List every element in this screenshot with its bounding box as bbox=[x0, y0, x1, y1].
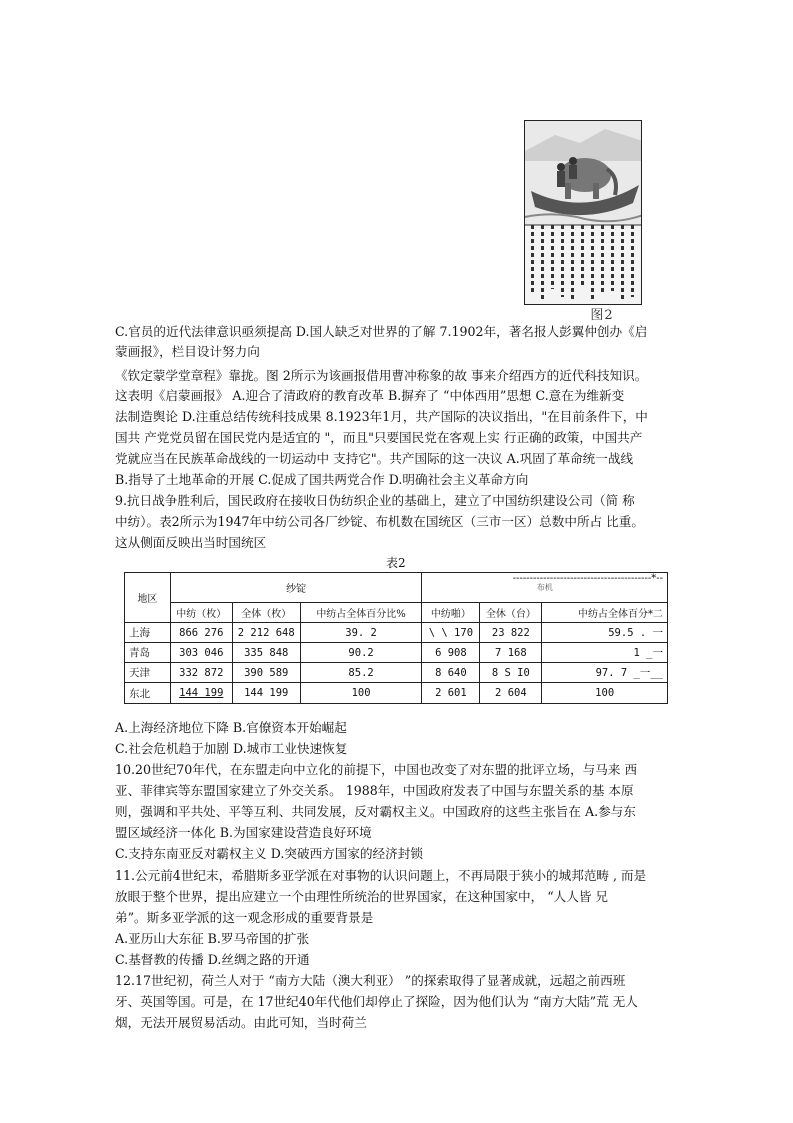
table-cell: 8 640 bbox=[422, 663, 480, 683]
table-cell: 青岛 bbox=[125, 643, 171, 663]
text-line: 12.17世纪初，荷兰人对于 “南方大陆（澳大利亚） ”的探索取得了显著成就，远超之前西班 bbox=[115, 973, 626, 988]
table-cell: 39. 2 bbox=[300, 623, 422, 643]
text-line: 蒙画报》，栏目设计努力向 bbox=[115, 344, 260, 359]
table-cell: 144 199 bbox=[232, 683, 300, 704]
table-cell: 85.2 bbox=[300, 663, 422, 683]
table-cell: 2 604 bbox=[480, 683, 542, 704]
text-line: C.社会危机趋于加剧 D.城市工业快速恢复 bbox=[115, 741, 348, 756]
text-line: 11.公元前4世纪末，希腊斯多亚学派在对事物的认识问题上，不再局限于狭小的城邦范畴 , 而是 bbox=[115, 868, 647, 883]
pictorial-illustration bbox=[524, 120, 642, 305]
text-line: 10.20世纪70年代，在东盟走向中立化的前提下，中国也改变了对东盟的批评立场，与马来 西 bbox=[115, 762, 638, 777]
text-line: 亚、菲律宾等东盟国家建立了外交关系。 1988年，中国政府发表了中国与东盟关系的基 本原 bbox=[115, 783, 634, 798]
text-line: C.官员的近代法律意识亟须提高 D.国人缺乏对世界的了解 7.1902年，著名报人彭翼仲创办《启 bbox=[115, 324, 648, 339]
table-cell: 100 bbox=[542, 683, 668, 704]
table-cell: 59.5 . 一 bbox=[542, 623, 668, 643]
subheader-cell: 中纺占全体百分*二 bbox=[542, 603, 668, 623]
table-cell: 1 _一 bbox=[542, 643, 668, 663]
table-cell: 东北 bbox=[125, 683, 171, 704]
table-cell: 100 bbox=[300, 683, 422, 704]
header-region: 地区 bbox=[125, 573, 171, 623]
table-cell: 6 908 bbox=[422, 643, 480, 663]
table-title: 表2 bbox=[386, 556, 406, 570]
table-row bbox=[125, 683, 668, 704]
table-cell: 8 S I0 bbox=[480, 663, 542, 683]
header-looms-dashes: -----------------------------------------*-- bbox=[512, 573, 663, 584]
table-cell: 335 848 bbox=[232, 643, 300, 663]
subheader-cell: 全休（台） bbox=[480, 603, 542, 623]
table-cell: 390 589 bbox=[232, 663, 300, 683]
figure-vertical-text bbox=[527, 225, 639, 303]
figure-caption: 图2 bbox=[590, 308, 614, 323]
text-line: 《钦定蒙学堂章程》靠拢。图 2所示为该画报借用曹冲称象的故 事来介绍西方的近代科技知识。 bbox=[115, 368, 648, 383]
table-cell: 144 199 bbox=[170, 683, 232, 704]
header-looms-label: 布机 bbox=[536, 583, 553, 592]
table-cell: 天津 bbox=[125, 663, 171, 683]
table-cell: 23 822 bbox=[480, 623, 542, 643]
table-cell: 303 046 bbox=[170, 643, 232, 663]
subheader-cell: 中纺啪） bbox=[422, 603, 480, 623]
text-line: 放眼于整个世界，提出应建立一个由理性所统治的世界国家，在这种国家中， “人人皆 兄 bbox=[115, 889, 609, 904]
table-cell: 97. 7 _一__ bbox=[542, 663, 668, 683]
data-table bbox=[124, 572, 668, 704]
text-line: B.指导了土地革命的开展 C.促成了国共两党合作 D.明确社会主义革命方向 bbox=[115, 472, 529, 487]
text-line: 法制造舆论 D.注重总结传统科技成果 8.1923年1月，共产国际的决议指出，"在目前条件下，中 bbox=[115, 409, 648, 424]
text-line: 则，强调和平共处、平等互利、共同发展，反对霸权主义。中国政府的这些主张旨在 A.参与东 bbox=[115, 804, 636, 819]
text-line: C.基督教的传播 D.丝绸之路的开通 bbox=[115, 952, 310, 967]
text-line: 盟区域经济一体化 B.为国家建设营造良好环境 bbox=[115, 825, 372, 840]
table-cell: 332 872 bbox=[170, 663, 232, 683]
table-row bbox=[125, 663, 668, 683]
text-line: 这从侧面反映出当时国统区 bbox=[115, 535, 267, 550]
text-line: 烟，无法开展贸易活动。由此可知，当时荷兰 bbox=[115, 1015, 367, 1030]
text-line: 国共 产党党员留在国民党内是适宜的 "，而且"只要国民党在客观上实 行正确的政策，中国共产 bbox=[115, 430, 643, 445]
text-line: C.支持东南亚反对霸权主义 D.突破西方国家的经济封锁 bbox=[115, 846, 423, 861]
subheader-cell: 全体（枚） bbox=[232, 603, 300, 623]
text-line: 这表明《启蒙画报》 A.迎合了清政府的教育改革 B.摒弃了 “中体西用”思想 C.意在为维新变 bbox=[115, 388, 625, 403]
table-row bbox=[125, 623, 668, 643]
subheader-cell: 中纺占全体百分比% bbox=[300, 603, 422, 623]
text-line: 9.抗日战争胜利后，国民政府在接收日伪纺织企业的基础上，建立了中国纺织建设公司（简 称 bbox=[115, 493, 635, 508]
text-line: 牙、英国等国。可是，在 17世纪40年代他们却停止了探险，因为他们认为 “南方大陆”荒 无人 bbox=[115, 994, 638, 1009]
table-cell: 2 601 bbox=[422, 683, 480, 704]
text-line: 中纺）。表2所示为1947年中纺公司各厂纱锭、布机数在国统区（三市一区）总数中所占 比重。 bbox=[115, 514, 644, 529]
table-cell: \ \ 170 bbox=[422, 623, 480, 643]
figure-2 bbox=[524, 120, 642, 323]
text-line: 弟”。斯多亚学派的这一观念形成的重要背景是 bbox=[115, 910, 374, 925]
subheader-cell: 中纺（枚） bbox=[170, 603, 232, 623]
table-row bbox=[125, 643, 668, 663]
table-cell: 2 212 648 bbox=[232, 623, 300, 643]
text-line: A.上海经济地位下降 B.官僚资本开始崛起 bbox=[115, 720, 347, 735]
header-spindles: 纱锭 bbox=[170, 573, 422, 603]
table-cell: 90.2 bbox=[300, 643, 422, 663]
text-line: 党就应当在民族革命战线的一切运动中 支持它"。共产国际的这一决议 A.巩固了革命统一战线 bbox=[115, 451, 634, 466]
table-cell: 上海 bbox=[125, 623, 171, 643]
table-cell: 866 276 bbox=[170, 623, 232, 643]
text-line: A.亚历山大东征 B.罗马帝国的扩张 bbox=[115, 931, 310, 946]
header-looms bbox=[422, 573, 668, 603]
table-cell: 7 168 bbox=[480, 643, 542, 663]
